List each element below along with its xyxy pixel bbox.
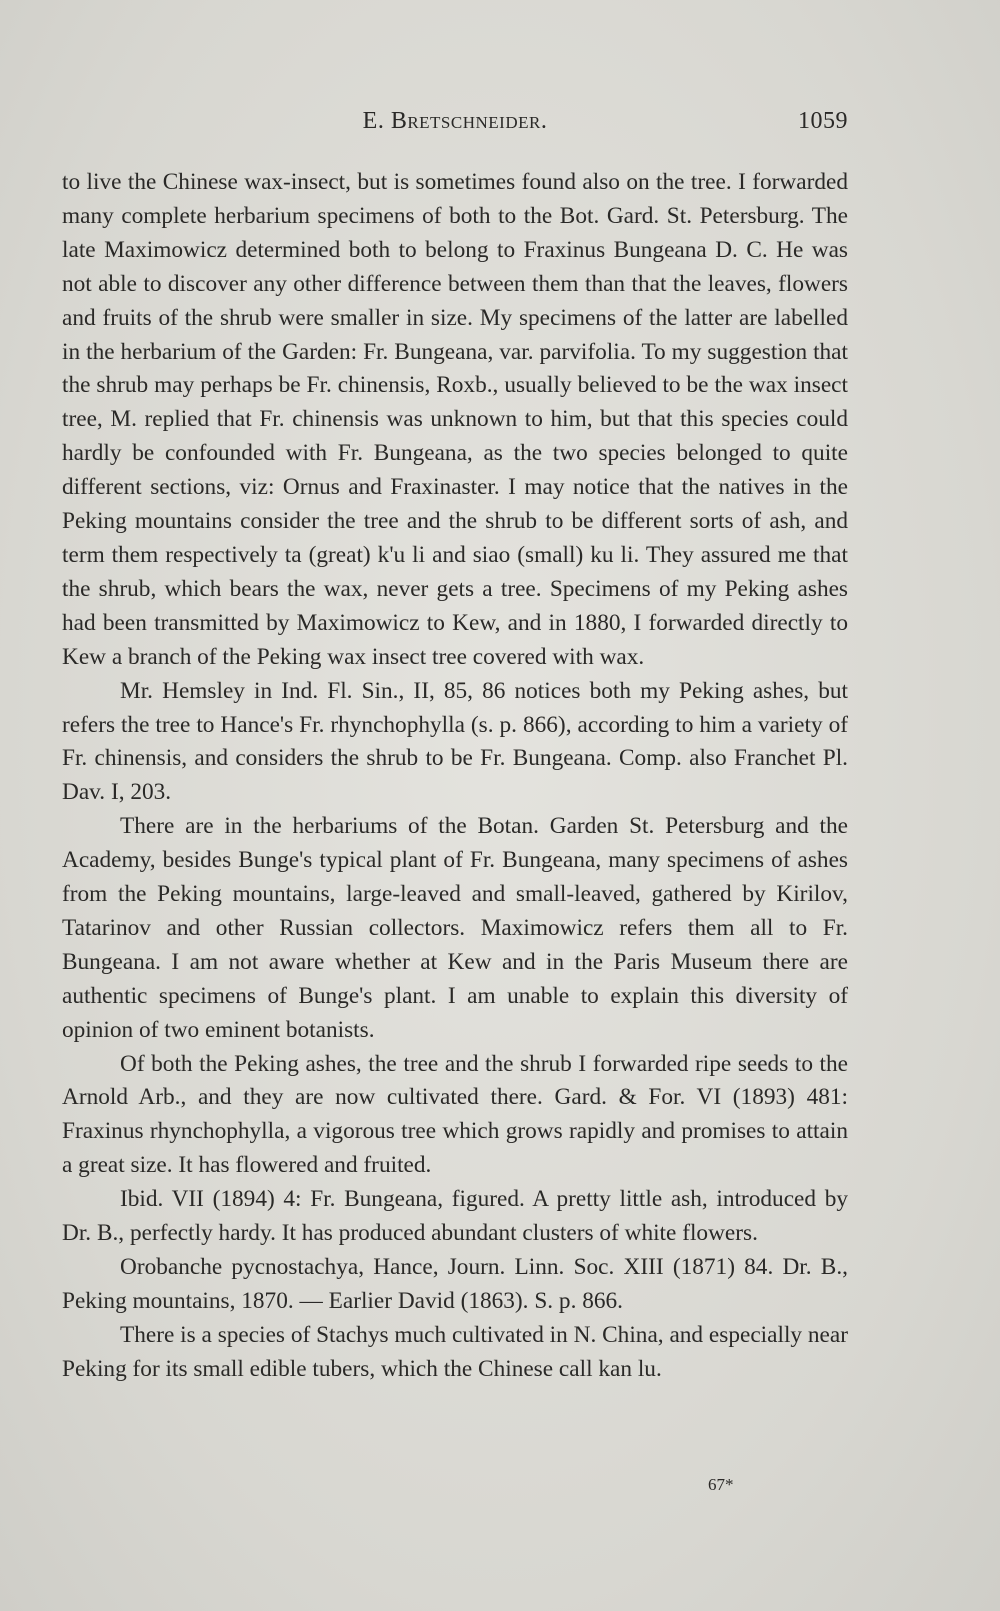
paragraph: Ibid. VII (1894) 4: Fr. Bungeana, figured. A pretty little ash, introduced by Dr. B., perfectly hardy. It has produced abundant clusters of white flowers.	[62, 1186, 848, 1247]
signature-mark: 67*	[708, 1475, 734, 1494]
running-header	[62, 108, 848, 144]
paragraph: to live the Chinese wax-insect, but is sometimes found also on the tree. I forwarded many complete herbarium specimens of both to the Bot. Gard. St. Petersburg. The late Maximowicz determined both to belong to Fraxinus Bungeana D. C. He was not able to discover any other difference between them than that the leaves, flowers and fruits of the shrub were smaller in size. My specimens of the latter are labelled in the herbarium of the Garden: Fr. Bungeana, var. parvifolia. To my suggestion that the shrub may perhaps be Fr. chinensis, Roxb., usually believed to be the wax insect tree, M. replied that Fr. chinensis was unknown to him, but that this species could hardly be confounded with Fr. Bungeana, as the two species belonged to quite different sections, viz: Ornus and Fraxinaster. I may notice that the natives in the Peking mountains consider the tree and the shrub to be different sorts of ash, and term them respectively ta (great) k'u li and siao (small) ku li. They assured me that the shrub, which bears the wax, never gets a tree. Specimens of my Peking ashes had been transmitted by Maximowicz to Kew, and in 1880, I forwarded directly to Kew a branch of the Peking wax insect tree covered with wax.	[62, 169, 848, 670]
body-text	[62, 166, 848, 1387]
running-head-author: E. Bretschneider.	[362, 108, 548, 134]
paragraph: Of both the Peking ashes, the tree and the shrub I forwarded ripe seeds to the Arnold Arb., and they are now cultivated there. Gard. & For. VI (1893) 481: Fraxinus rhynchophylla, a vigorous tree which grows rapidly and promises to attain a great size. It has flowered and fruited.	[62, 1050, 848, 1179]
paragraph: Mr. Hemsley in Ind. Fl. Sin., II, 85, 86 notices both my Peking ashes, but refers the tree to Hance's Fr. rhynchophylla (s. p. 866), according to him a variety of Fr. chinensis, and considers the shrub to be Fr. Bungeana. Comp. also Franchet Pl. Dav. I, 203.	[62, 677, 848, 806]
paragraph: Orobanche pycnostachya, Hance, Journ. Linn. Soc. XIII (1871) 84. Dr. B., Peking mountains, 1870. — Earlier David (1863). S. p. 866.	[62, 1254, 848, 1314]
paragraph: There is a species of Stachys much cultivated in N. China, and especially near Peking for its small edible tubers, which the Chinese call kan lu.	[62, 1321, 848, 1382]
page-number: 1059	[798, 108, 848, 134]
paragraph: There are in the herbariums of the Botan. Garden St. Petersburg and the Academy, besides Bunge's typical plant of Fr. Bungeana, many specimens of ashes from the Peking mountains, large-leaved and small-leaved, gathered by Kirilov, Tatarinov and other Russian collectors. Maximowicz refers them all to Fr. Bungeana. I am not aware whether at Kew and in the Paris Museum there are authentic specimens of Bunge's plant. I am unable to explain this diversity of opinion of two eminent botanists.	[62, 813, 848, 1043]
